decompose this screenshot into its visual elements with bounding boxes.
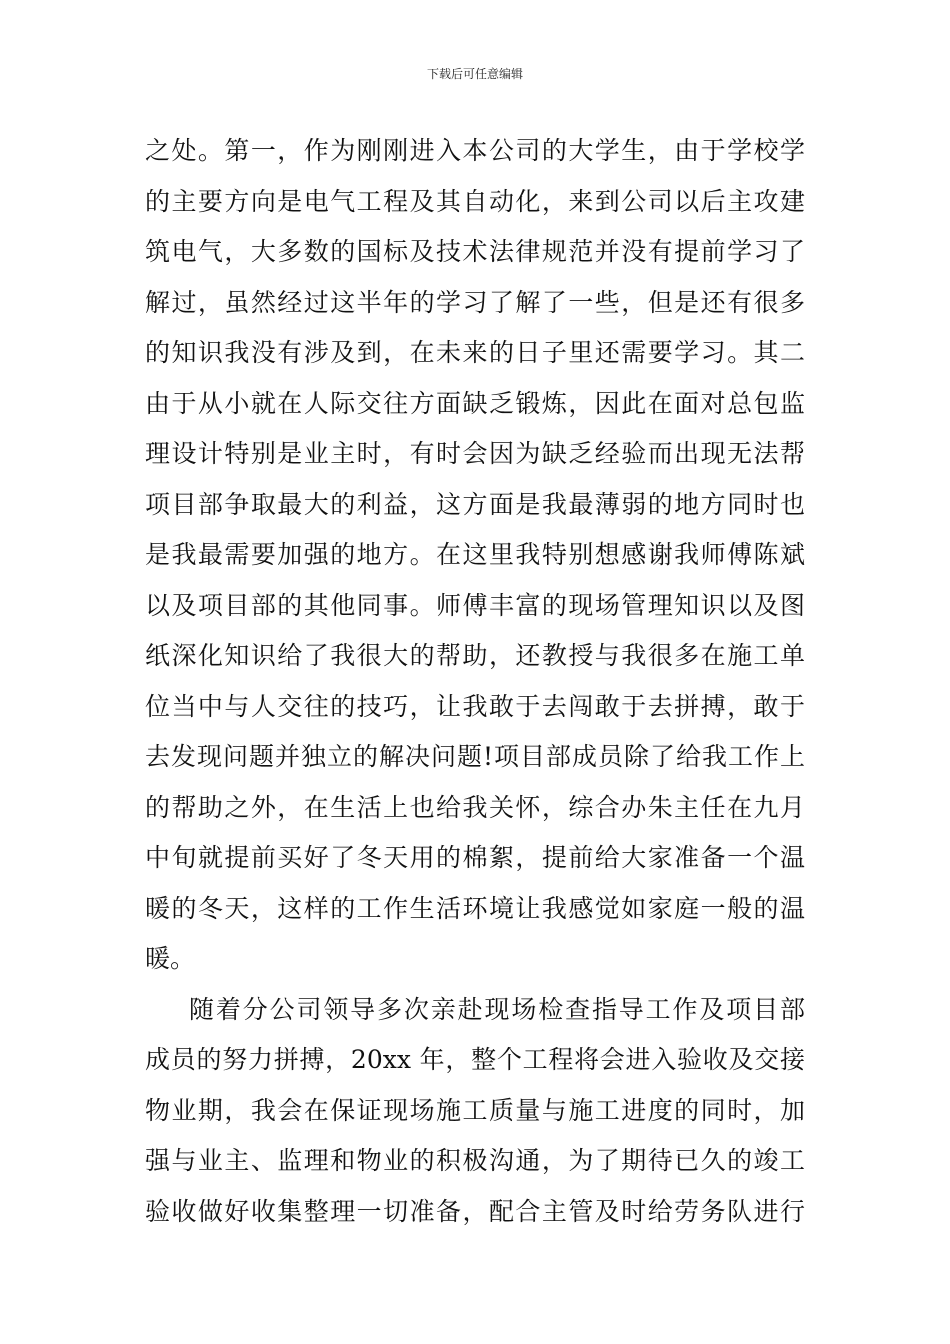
text-line: 的主要方向是电气工程及其自动化，来到公司以后主攻建 [145, 186, 805, 216]
text-line: 之处。第一，作为刚刚进入本公司的大学生，由于学校学 [145, 136, 805, 165]
text-line: 以及项目部的其他同事。师傅丰富的现场管理知识以及图 [145, 590, 805, 620]
text-line: 暖的冬天，这样的工作生活环境让我感觉如家庭一般的温 [145, 893, 805, 923]
text-line: 纸深化知识给了我很大的帮助，还教授与我很多在施工单 [145, 641, 805, 670]
text-line: 的帮助之外，在生活上也给我关怀，综合办朱主任在九月 [145, 792, 805, 822]
paragraph-1 [145, 126, 805, 985]
text-line: 物业期，我会在保证现场施工质量与施工进度的同时，加 [145, 1095, 805, 1125]
text-line: 强与业主、监理和物业的积极沟通，为了期待已久的竣工 [145, 1146, 805, 1175]
text-line: 暖。 [145, 944, 196, 973]
document-body [145, 126, 805, 1237]
text-line: 的知识我没有涉及到，在未来的日子里还需要学习。其二 [145, 338, 805, 367]
text-line: 中旬就提前买好了冬天用的棉絮，提前给大家准备一个温 [145, 843, 805, 872]
text-line: 项目部争取最大的利益，这方面是我最薄弱的地方同时也 [145, 489, 805, 519]
text-line: 随着分公司领导多次亲赴现场检查指导工作及项目部 [189, 994, 805, 1024]
text-line: 成员的努力拼搏，20xx 年，整个工程将会进入验收及交接 [145, 1045, 805, 1074]
text-line: 筑电气，大多数的国标及技术法律规范并没有提前学习了 [145, 237, 805, 266]
text-line: 解过，虽然经过这半年的学习了解了一些，但是还有很多 [145, 287, 805, 317]
text-line: 由于从小就在人际交往方面缺乏锻炼，因此在面对总包监 [145, 388, 805, 418]
paragraph-2 [145, 985, 805, 1238]
text-line: 是我最需要加强的地方。在这里我特别想感谢我师傅陈斌 [145, 540, 805, 569]
text-line: 位当中与人交往的技巧，让我敢于去闯敢于去拼搏，敢于 [145, 691, 805, 721]
page-header: 下载后可任意编辑 [426, 67, 523, 81]
text-line: 验收做好收集整理一切准备，配合主管及时给劳务队进行 [145, 1196, 805, 1226]
text-line: 理设计特别是业主时，有时会因为缺乏经验而出现无法帮 [145, 439, 805, 468]
text-line: 去发现问题并独立的解决问题!项目部成员除了给我工作上 [145, 742, 805, 771]
